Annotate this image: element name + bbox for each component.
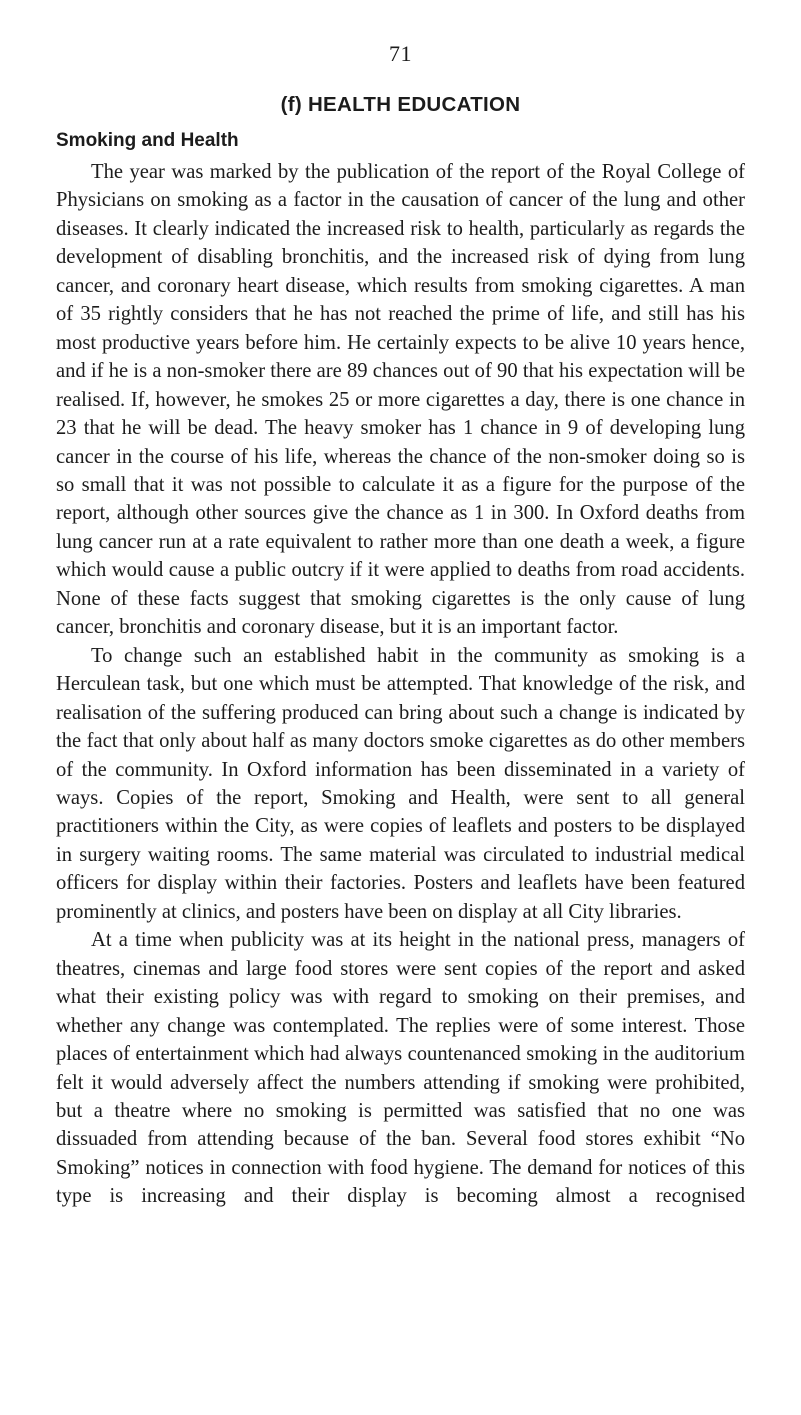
section-heading: (f) HEALTH EDUCATION — [280, 93, 521, 116]
paragraph-changing-habit: To change such an established habit in the community as smoking is a Herculean task, but one which must be attempted. That knowledge of the risk, and realisation of the suffering produced can bring about such a change is indicated by the fact that only about half as many doctors smoke cigarettes as do other members of the community. In Oxford information has been disseminated in a variety of ways. Copies of the report, Smoking and Health, were sent to all general practitioners within the City, as were copies of leaflets and posters to be displayed in surgery waiting rooms. The same material was circulated to industrial medical officers for display within their factories. Posters and leaflets have been featured prominently at clinics, and posters have been on display at all City libraries. — [56, 644, 745, 923]
paragraph-publicity: At a time when publicity was at its height in the national press, managers of theatres, cinemas and large food stores were sent copies of the report and asked what their existing policy was with regard to smoking on their premises, and whether any change was contemplated. The replies were of some interest. Those places of entertainment which had always countenanced smoking in the auditorium felt it would adversely affect the numbers attending if smoking were prohibited, but a theatre where no smoking is permitted was satisfied that no one was dissuaded from attending because of the ban. Several food stores exhibit “No Smoking” notices in connection with food hygiene. The demand for notices of this type is increasing and their display is becoming almost a recognised — [56, 929, 745, 1208]
paragraph-smoking-report: The year was marked by the publication of the report of the Royal College of Physicians on smoking as a factor in the causation of cancer of the lung and other diseases. It clearly indicated the increased risk to health, particularly as regards the development of disabling bronchitis, and the increased risk of dying from lung cancer, and coronary heart disease, which results from smoking cigarettes. A man of 35 rightly considers that he has not reached the prime of life, and still has his most productive years before him. He certainly expects to be alive 10 years hence, and if he is a non-smoker there are 89 chances out of 90 that his expectation will be realised. If, however, he smokes 25 or more cigarettes a day, there is one chance in 23 that he will be dead. The heavy smoker has 1 chance in 9 of developing lung cancer in the course of his life, whereas the chance of the non-smoker doing so is so small that it was not possible to calculate it as a figure for the purpose of the report, although other sources give the chance as 1 in 300. In Oxford deaths from lung cancer run at a rate equivalent to rather more than one death a week, a figure which would cause a public outcry if it were applied to deaths from road accidents. None of these facts suggest that smoking cigarettes is the only cause of lung cancer, bronchitis and coronary disease, but it is an important factor. — [56, 161, 745, 639]
subheading: Smoking and Health — [56, 130, 239, 151]
body-text — [56, 158, 745, 1211]
page-number: 71 — [389, 41, 412, 66]
